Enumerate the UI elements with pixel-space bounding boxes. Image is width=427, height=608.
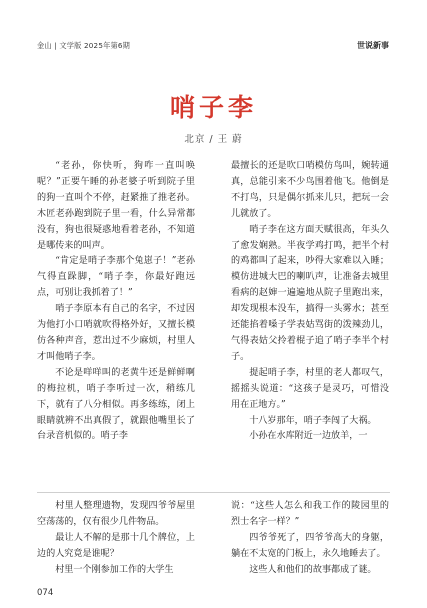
paragraph: 村里一个刚参加工作的大学生 [55, 564, 174, 575]
paragraph: “老孙，你快听，狗咋一直叫唤呢？”正要午睡的孙老婆子听到院子里的狗一直叫个不停，赶紧推了推老孙。木匠老孙跑到院子里一看，什么异常都没有，狗也很疑惑地看着老孙，不知道是哪传来的叫声。 [37, 161, 195, 251]
paragraph: 哨子李在这方面天赋很高，年头久了愈发娴熟。半夜学鸡打鸣，把半个村的鸡都叫了起来，吵得大家难以入睡；模仿进城大巴的喇叭声，让准备去城里看病的赵婶一遍遍地从院子里跑出来，却发现根本没车，搞得一头雾水；甚至还能掐着嗓子学表姑骂街的泼辣劲儿，气得表姑父拎着棍子追了哨子李半个村子。 [231, 224, 389, 362]
paragraph: 哨子李原本有自己的名字，不过因为他打小口哨就吹得格外好，又擅长模仿各种声音，惹出过不少麻烦，村里人才叫他哨子李。 [37, 304, 195, 362]
text-column-1 [37, 159, 195, 484]
paragraph: 小孙在水库附近一边放羊，一 [249, 431, 368, 442]
page-number: 074 [37, 588, 54, 598]
paragraph: 不论是咩咩叫的老黄牛还是鲜鲜啊的梅拉机，哨子李听过一次，稍练几下，就有了八分相似。再多练练，闭上眼睛就辨不出真假了，就跟他嘴里长了台录音机似的。哨子李 [37, 367, 195, 442]
article-title: 哨子李 [169, 93, 257, 122]
text-column-3 [37, 499, 195, 589]
section-divider [37, 492, 390, 493]
paragraph: 村里人整理遗物，发现四爷爷屋里空荡荡的，仅有很少几件物品。 [37, 501, 195, 527]
paragraph: 十八岁那年，哨子李闯了大祸。 [249, 415, 377, 426]
paragraph: 提起哨子李，村里的老人都叹气，摇摇头说道：“这孩子是灵巧，可惜没用在正地方。” [231, 367, 389, 410]
text-column-4 [231, 499, 389, 589]
journal-header: 金山 | 文学版 2025年第6期 [37, 41, 131, 50]
paragraph: 最让人不解的是那十几个牌位，上边的人究竟是谁呢？ [37, 532, 195, 559]
paragraph: 这些人和他们的故事都成了谜。 [249, 564, 377, 575]
section-label: 世说新事 [357, 41, 389, 50]
paragraph: “肯定是哨子李那个兔崽子！”老孙气得直跺脚，“哨子李，你最好跑远点，可别让我抓着了！” [37, 256, 195, 299]
paragraph: 最擅长的还是吹口哨模仿鸟叫，婉转通真，总能引来不少鸟围着他飞。他倒是不打鸟，只是偶尔抓来儿只，把玩一会儿就放了。 [231, 161, 389, 219]
text-column-2 [231, 159, 389, 484]
article-byline: 北京 / 王 蔚 [184, 134, 243, 145]
paragraph: 说：“这些人怎么和我工作的陵园里的烈士名字一样？” [231, 501, 389, 527]
paragraph: 四爷爷死了，四爷爷高大的身躯，躺在不太宽的门板上，永久地睡去了。 [231, 532, 389, 559]
